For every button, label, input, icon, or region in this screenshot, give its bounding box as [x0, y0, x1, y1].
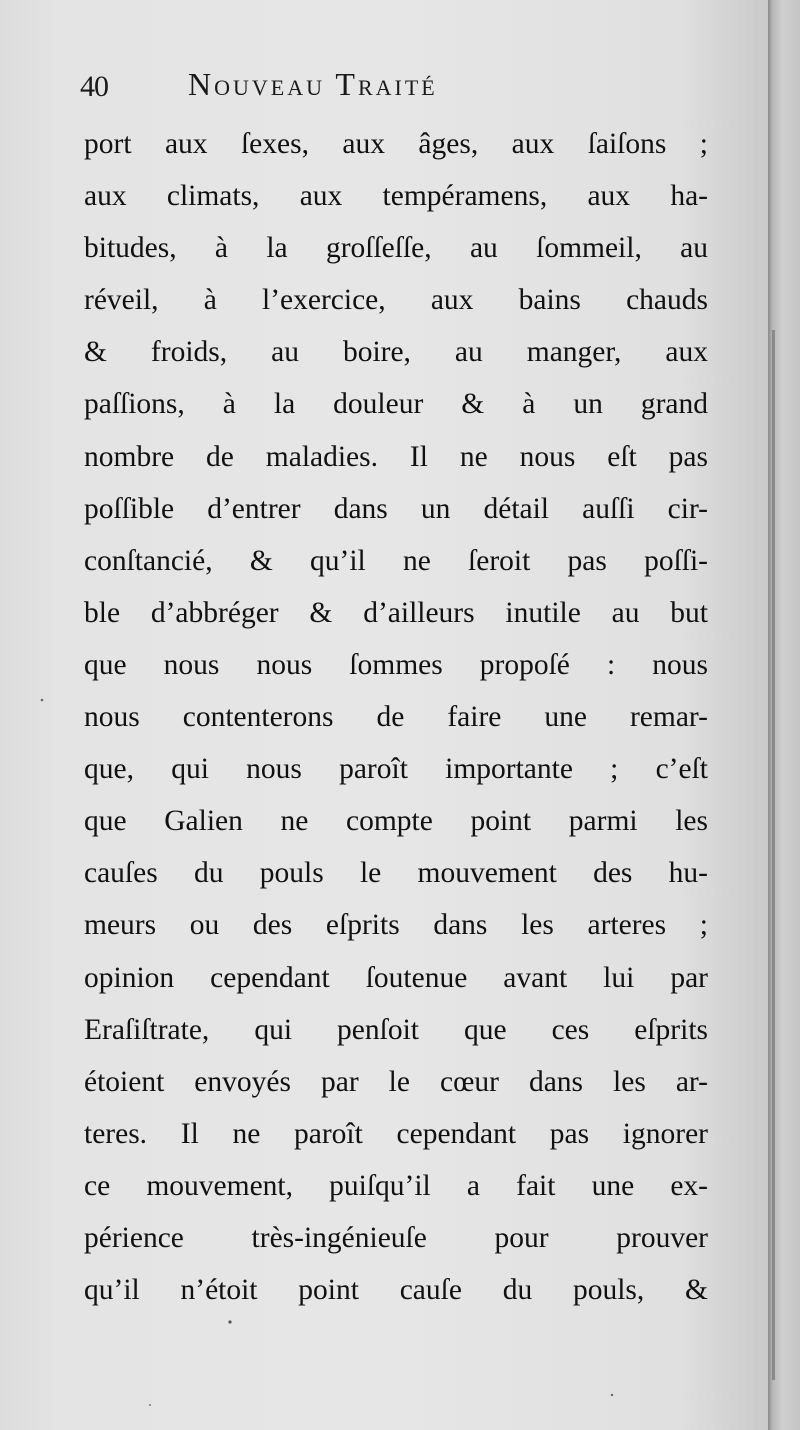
running-title: Nouveau Traité — [188, 66, 438, 102]
gutter-shadow — [772, 330, 775, 1380]
text-line: périence très-ingénieuſe pour prouver — [84, 1221, 708, 1254]
text-line: ble d’abbréger & d’ailleurs inutile au but — [84, 596, 708, 629]
page-number: 40 — [80, 70, 108, 103]
text-line: qu’il n’étoit point cauſe du pouls, & — [84, 1274, 708, 1307]
text-line: poſſible d’entrer dans un détail auſſi cir- — [84, 492, 708, 525]
text-line: réveil, à l’exercice, aux bains chauds — [84, 284, 708, 317]
text-line: que nous nous ſommes propoſé : nous — [84, 648, 708, 681]
text-line: cauſes du pouls le mouvement des hu- — [84, 857, 708, 890]
text-line: teres. Il ne paroît cependant pas ignorer — [84, 1117, 708, 1150]
text-line: opinion cependant ſoutenue avant lui par — [84, 961, 708, 994]
body-text — [84, 118, 708, 1316]
text-line: conſtancié, & qu’il ne ſeroit pas poſſi- — [84, 544, 708, 577]
text-line: aux climats, aux tempéramens, aux ha- — [84, 180, 708, 213]
text-line: paſſions, à la douleur & à un grand — [84, 388, 708, 421]
text-line: nous contenterons de faire une remar- — [84, 701, 708, 734]
text-line: bitudes, à la groſſeſſe, au ſommeil, au — [84, 232, 708, 265]
running-head — [80, 66, 720, 110]
text-line: meurs ou des eſprits dans les arteres ; — [84, 909, 708, 942]
text-line: que Galien ne compte point parmi les — [84, 805, 708, 838]
text-line: que, qui nous paroît importante ; c’eſt — [84, 753, 708, 786]
text-line: Eraſiſtrate, qui penſoit que ces eſprits — [84, 1013, 708, 1046]
text-line: ce mouvement, puiſqu’il a fait une ex- — [84, 1169, 708, 1202]
text-line: étoient envoyés par le cœur dans les ar- — [84, 1065, 708, 1098]
text-line: nombre de maladies. Il ne nous eſt pas — [84, 440, 708, 473]
text-line: & froids, au boire, au manger, aux — [84, 336, 708, 369]
text-line: port aux ſexes, aux âges, aux ſaiſons ; — [84, 128, 708, 160]
